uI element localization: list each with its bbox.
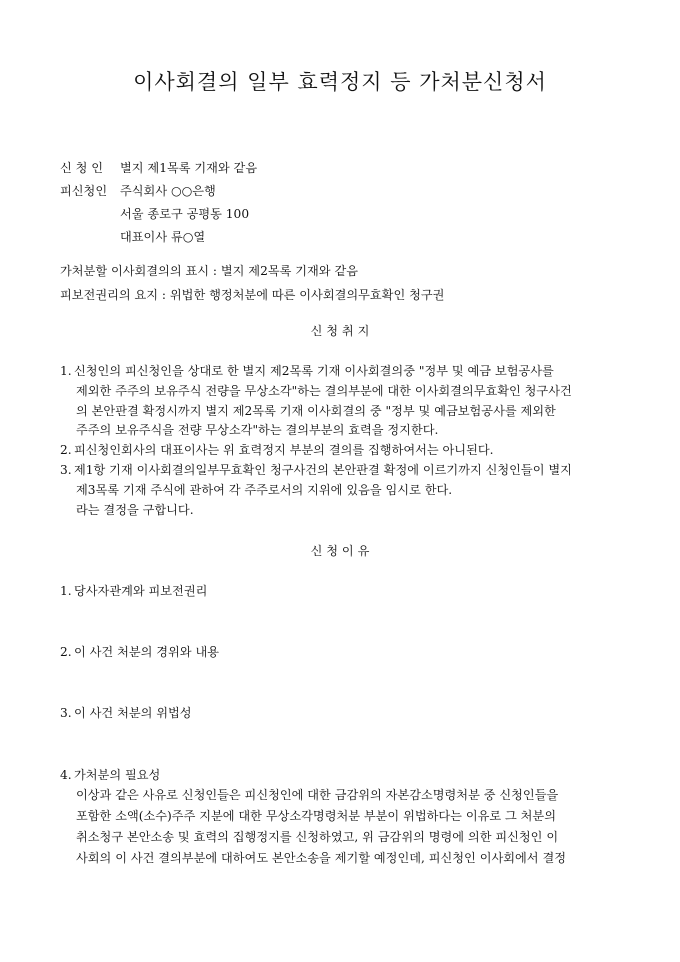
respondent-address: 서울 종로구 공평동 100 [120,207,250,221]
purpose-item-1-line-1 [60,363,554,379]
applicant-row [60,160,257,176]
reason-section-1-number: 1. [60,584,72,598]
purpose-item-1-line-2: 제외한 주주의 보유주식 전량을 무상소각"하는 결의부분에 대한 이사회결의무효확인 청구사건 [76,384,572,398]
resolution-display: 가처분할 이사회결의의 표시 : 별지 제2목록 기재와 같음 [60,264,358,278]
reason-section-4-number: 4. [60,768,72,782]
purpose-item-3-line-1 [60,462,572,478]
applicant-label: 신 청 인 [60,161,104,175]
respondent-representative: 대표이사 류○열 [120,230,206,244]
purpose-item-3-number: 3. [60,463,72,477]
purpose-item-2-line-1 [60,442,494,458]
purpose-item-1-number: 1. [60,364,72,378]
document-title: 이사회결의 일부 효력정지 등 가처분신청서 [133,70,547,94]
purpose-item-2-text-1: 피신청인회사의 대표이사는 위 효력정지 부분의 결의를 집행하여서는 아니된다. [74,443,494,457]
necessity-line-4: 사회의 이 사건 결의부분에 대하여도 본안소송을 제기할 예정인데, 피신청인 이사회에서 결정 [76,851,566,865]
reason-section-4-title: 가처분의 필요성 [74,768,161,782]
reason-section-2-title: 이 사건 처분의 경위와 내용 [74,645,220,659]
reason-section-1 [60,583,207,599]
reason-section-3 [60,705,192,721]
purpose-item-1-line-4: 주주의 보유주식을 전량 무상소각"하는 결의부분의 효력을 정지한다. [76,423,439,437]
applicant-value: 별지 제1목록 기재와 같음 [120,161,258,175]
reason-section-3-title: 이 사건 처분의 위법성 [74,706,192,720]
reason-section-3-number: 3. [60,706,72,720]
respondent-row [60,183,216,199]
purpose-item-3-text-1: 제1항 기재 이사회결의일부무효확인 청구사건의 본안판결 확정에 이르기까지 신청인들이 별지 [74,463,572,477]
necessity-line-3: 취소청구 본안소송 및 효력의 집행정지를 신청하였고, 위 금감위의 명령에 의한 피신청인 이 [76,830,559,844]
respondent-name: 주식회사 ○○은행 [120,184,216,198]
respondent-label: 피신청인 [60,184,108,198]
protected-right: 피보전권리의 요지 : 위법한 행정처분에 따른 이사회결의무효확인 청구권 [60,288,445,302]
reason-section-2 [60,644,219,660]
necessity-line-1: 이상과 같은 사유로 신청인들은 피신청인에 대한 금감위의 자본감소명령처분 중 신청인들을 [76,788,559,802]
purpose-closing: 라는 결정을 구합니다. [76,503,194,517]
purpose-item-3-line-2: 제3목록 기재 주식에 관하여 각 주주로서의 지위에 있음을 임시로 한다. [76,483,453,497]
reason-section-1-title: 당사자관계와 피보전권리 [74,584,208,598]
purpose-item-1-text-1: 신청인의 피신청인을 상대로 한 별지 제2목록 기재 이사회결의중 "정부 및 예금 보험공사를 [74,364,554,378]
purpose-item-1-line-3: 의 본안판결 확정시까지 별지 제2목록 기재 이사회결의 중 "정부 및 예금보험공사를 제외한 [76,404,556,418]
necessity-line-2: 포함한 소액(소수)주주 지분에 대한 무상소각명령처분 부분이 위법하다는 이유로 그 처분의 [76,809,556,823]
purpose-item-2-number: 2. [60,443,72,457]
reasons-heading: 신 청 이 유 [310,544,370,558]
reason-section-4 [60,767,160,783]
purpose-heading: 신 청 취 지 [310,324,370,338]
reason-section-2-number: 2. [60,645,72,659]
